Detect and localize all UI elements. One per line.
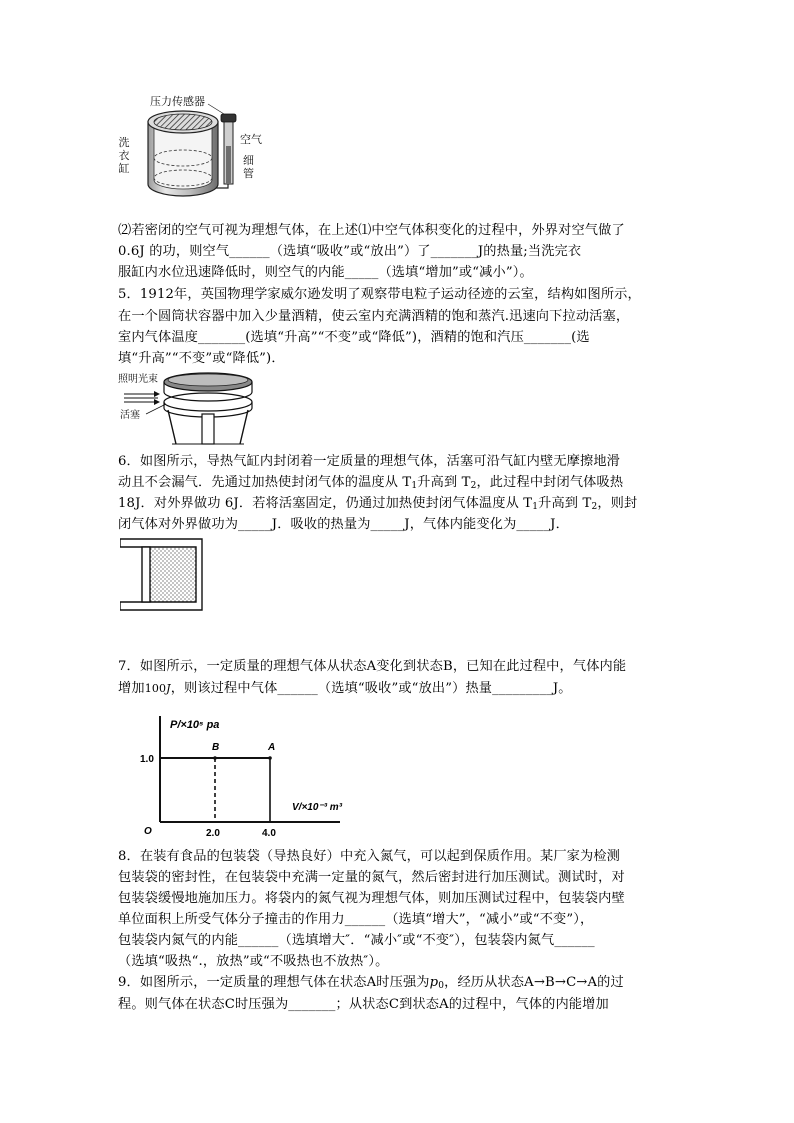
q4b-line: ⑵若密闭的空气可视为理想气体，在上述⑴中空气体积变化的过程中，外界对空气做了 <box>118 223 625 238</box>
x-tick-label: 2.0 <box>206 828 220 839</box>
q9-text: 9．如图所示，一定质量的理想气体在状态A时压强为 <box>118 975 430 990</box>
q6-text: 升高到 T <box>538 496 592 511</box>
q7-text: ，则该过程中气体______（选填“吸收”或“放出”）热量_________J。 <box>170 681 572 696</box>
q9-line: 程。则气体在状态C时压强为_______；从状态C到状态A的过程中，气体的内能增加 <box>118 997 609 1012</box>
q7-line <box>118 678 688 700</box>
washing-machine-figure <box>110 92 250 200</box>
q6-text: ，则封 <box>597 496 638 511</box>
q5-line: 室内气体温度_______(选填“升高”“不变”或“降低”)，酒精的饱和汽压_______(选 <box>118 330 590 345</box>
q5-line: 5．1912年，英国物理学家威尔逊发明了观察带电粒子运动径迹的云室，结构如图所示， <box>118 287 641 302</box>
point-a-label: A <box>268 742 276 753</box>
cylinder-piston-figure <box>120 538 204 612</box>
y-axis-label: P/×10⁵ pa <box>170 719 220 731</box>
point-a <box>268 756 272 760</box>
q5-line: 在一个圆筒状容器中加入少量酒精，使云室内充满酒精的饱和蒸汽.迅速向下拉动活塞， <box>118 309 630 324</box>
q4b-line: 0.6J 的功，则空气______（选填“吸收”或“放出”）了_______J的热量;当洗完衣 <box>118 244 582 259</box>
x-axis-label: V/×10⁻³ m³ <box>292 802 343 813</box>
tank-label-char: 缸 <box>118 162 130 175</box>
subscript: 1 <box>532 502 539 512</box>
q9-text: ，经历从状态A→B→C→A的过 <box>444 975 624 990</box>
x-tick-label: 4.0 <box>262 828 276 839</box>
light-beam-label: 照明光束 <box>118 374 158 385</box>
tank-label <box>118 136 130 175</box>
q5-line: 填“升高”“不变”或“降低”)． <box>118 351 285 366</box>
q8-line: （选填“吸热“.，放热”或“不吸热也不放热″）。 <box>118 954 389 969</box>
q7-line: 7．如图所示，一定质量的理想气体从状态A变化到状态B，已知在此过程中，气体内能 <box>118 659 627 674</box>
pressure-symbol: p <box>429 975 439 990</box>
q7-value: 100 <box>144 682 167 695</box>
origin-label: O <box>144 826 152 837</box>
y-tick-label: 1.0 <box>140 754 154 765</box>
tube-label <box>243 154 254 180</box>
q6-text: 升高到 T <box>417 475 471 490</box>
tank-label-char: 洗 <box>118 136 130 149</box>
air-label: 空气 <box>240 133 262 146</box>
q8-line: 8．在装有食品的包装袋（导热良好）中充入氮气，可以起到保质作用。某厂家为检测 <box>118 849 621 864</box>
q4b-line: 服缸内水位迅速降低时，则空气的内能_____（选填“增加”或“减小”）。 <box>118 265 533 280</box>
q7-unit: J <box>166 682 171 695</box>
q8-line: 包装袋的密封性，在包装袋中充满一定量的氮气，然后密封进行加压测试。测试时，对 <box>118 870 625 885</box>
q8-line: 包装袋内氮气的内能______（选填增大″．“减小″或“不变″），包装袋内氮气______ <box>118 933 595 948</box>
piston-label: 活塞 <box>120 410 140 421</box>
pv-chart <box>140 708 350 840</box>
subscript: 0 <box>438 981 445 991</box>
q6-line: 6．如图所示，导热气缸内封闭着一定质量的理想气体，活塞可沿气缸内壁无摩擦地滑 <box>118 454 621 469</box>
subscript: 2 <box>591 502 598 512</box>
q6-text: 18J．对外界做功 6J．若将活塞固定，仍通过加热使封闭气体温度从 T <box>118 496 533 511</box>
tube-label-char: 管 <box>243 167 254 180</box>
q6-text: 动且不会漏气．先通过加热使封闭气体的温度从 T <box>118 475 412 490</box>
subscript: 2 <box>470 481 477 491</box>
point-b <box>213 756 217 760</box>
tube-label-char: 细 <box>243 154 254 167</box>
q8-line: 包装袋缓慢地施加压力。将袋内的氮气视为理想气体，则加压测试过程中，包装袋内壁 <box>118 891 625 906</box>
tank-label-char: 衣 <box>118 149 130 162</box>
q8-line: 单位面积上所受气体分子撞击的作用力______（选填“增大”，“减小”或“不变”）， <box>118 912 594 927</box>
sensor-label: 压力传感器 <box>150 95 205 108</box>
subscript: 1 <box>411 481 418 491</box>
q6-text: ，此过程中封闭气体吸热 <box>476 475 624 490</box>
q6-line: 闭气体对外界做功为_____J．吸收的热量为_____J，气体内能变化为_____J． <box>118 517 569 532</box>
q7-text: 增加 <box>118 681 145 696</box>
point-b-label: B <box>212 742 220 753</box>
